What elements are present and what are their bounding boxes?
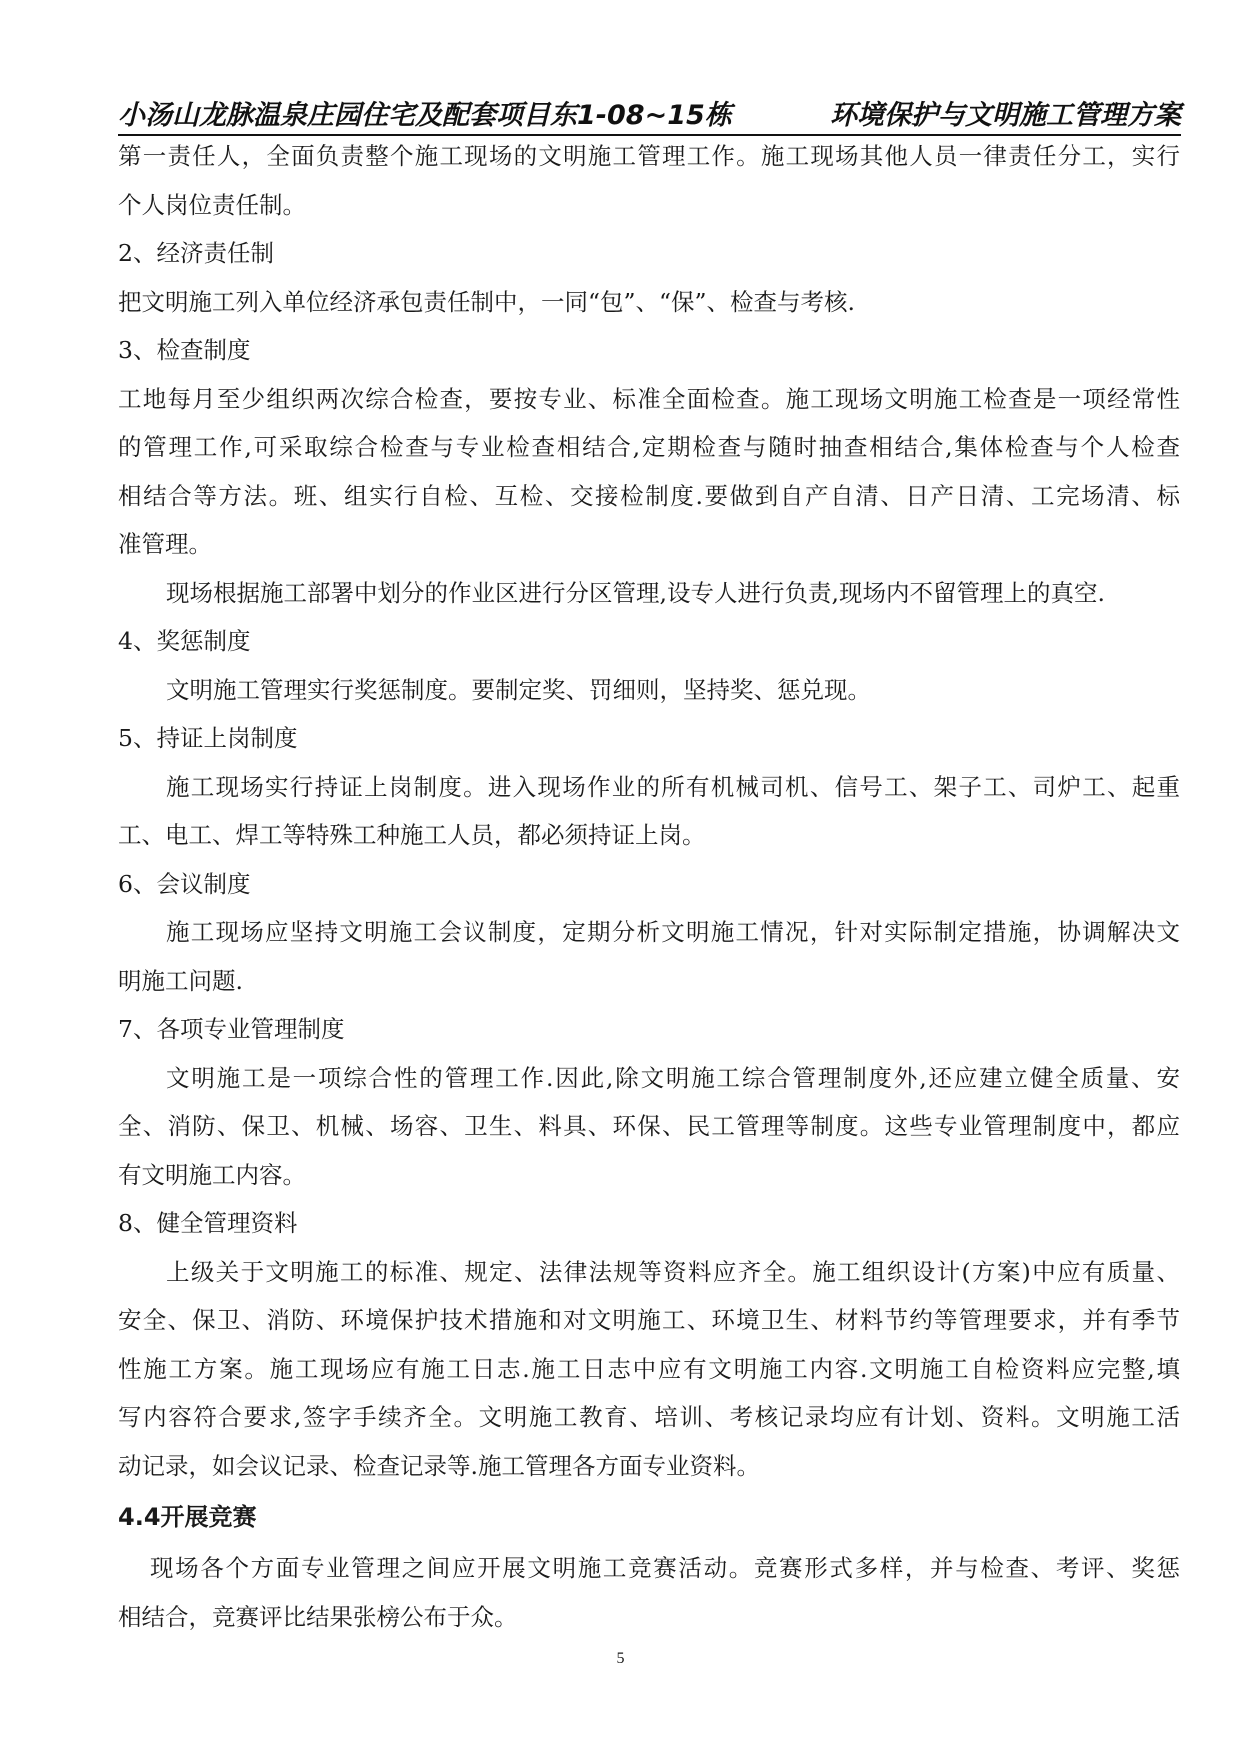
header-document-title: 环境保护与文明施工管理方案 bbox=[830, 100, 1181, 131]
section-heading: 8、健全管理资料 bbox=[118, 1209, 298, 1237]
paragraph: 现场各个方面专业管理之间应开展文明施工竞赛活动。竞赛形式多样，并与检查、考评、奖惩 bbox=[150, 1554, 1180, 1582]
paragraph: 明施工问题. bbox=[118, 966, 243, 995]
paragraph: 文明施工是一项综合性的管理工作.因此,除文明施工综合管理制度外,还应建立健全质量、安 bbox=[166, 1063, 1180, 1092]
paragraph: 有文明施工内容。 bbox=[118, 1160, 306, 1189]
paragraph: 文明施工管理实行奖惩制度。要制定奖、罚细则，坚持奖、惩兑现。 bbox=[166, 675, 871, 704]
section-heading: 2、经济责任制 bbox=[118, 239, 274, 267]
paragraph: 安全、保卫、消防、环境保护技术措施和对文明施工、环境卫生、材料节约等管理要求，并有季节 bbox=[118, 1306, 1180, 1334]
paragraph: 把文明施工列入单位经济承包责任制中，一同“包”、“保”、检查与考核. bbox=[118, 287, 856, 316]
paragraph: 全、消防、保卫、机械、场容、卫生、料具、环保、民工管理等制度。这些专业管理制度中，都应 bbox=[118, 1112, 1180, 1140]
paragraph: 的管理工作,可采取综合检查与专业检查相结合,定期检查与随时抽查相结合,集体检查与个人检查 bbox=[118, 433, 1180, 461]
document-body bbox=[118, 132, 1180, 1641]
running-header bbox=[118, 88, 1181, 132]
paragraph: 施工现场应坚持文明施工会议制度，定期分析文明施工情况，针对实际制定措施，协调解决文 bbox=[166, 918, 1180, 946]
paragraph: 第一责任人，全面负责整个施工现场的文明施工管理工作。施工现场其他人员一律责任分工，实行 bbox=[118, 142, 1180, 170]
paragraph: 工、电工、焊工等特殊工种施工人员，都必须持证上岗。 bbox=[118, 821, 706, 849]
section-heading: 7、各项专业管理制度 bbox=[118, 1015, 345, 1043]
section-heading: 5、持证上岗制度 bbox=[118, 724, 298, 752]
paragraph: 相结合等方法。班、组实行自检、互检、交接检制度.要做到自产自清、日产日清、工完场清、标 bbox=[118, 481, 1180, 510]
page-number: 5 bbox=[616, 1650, 625, 1667]
header-project-title: 小汤山龙脉温泉庄园住宅及配套项目东1-08~15栋 bbox=[118, 100, 732, 131]
paragraph: 工地每月至少组织两次综合检查，要按专业、标准全面检查。施工现场文明施工检查是一项经常性 bbox=[118, 384, 1180, 413]
section-heading: 4、奖惩制度 bbox=[118, 627, 251, 655]
paragraph: 施工现场实行持证上岗制度。进入现场作业的所有机械司机、信号工、架子工、司炉工、起重 bbox=[166, 772, 1180, 801]
subsection-heading: 4.4开展竞赛 bbox=[118, 1503, 257, 1531]
paragraph: 性施工方案。施工现场应有施工日志.施工日志中应有文明施工内容.文明施工自检资料应完整,填 bbox=[118, 1354, 1180, 1383]
paragraph: 写内容符合要求,签字手续齐全。文明施工教育、培训、考核记录均应有计划、资料。文明施工活 bbox=[118, 1403, 1180, 1431]
section-heading: 6、会议制度 bbox=[118, 869, 251, 898]
paragraph: 上级关于文明施工的标准、规定、法律法规等资料应齐全。施工组织设计(方案)中应有质量、 bbox=[166, 1257, 1180, 1286]
paragraph: 相结合，竞赛评比结果张榜公布于众。 bbox=[118, 1602, 518, 1631]
paragraph: 动记录，如会议记录、检查记录等.施工管理各方面专业资料。 bbox=[118, 1451, 760, 1480]
paragraph: 现场根据施工部署中划分的作业区进行分区管理,设专人进行负责,现场内不留管理上的真空. bbox=[166, 578, 1105, 607]
section-heading: 3、检查制度 bbox=[118, 336, 251, 364]
paragraph: 个人岗位责任制。 bbox=[118, 190, 306, 219]
paragraph: 准管理。 bbox=[118, 530, 212, 558]
